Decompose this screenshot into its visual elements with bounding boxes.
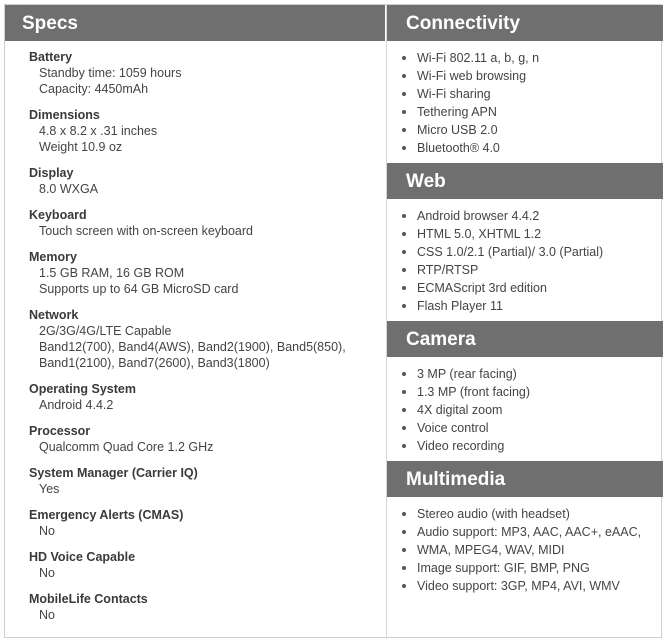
spec-value: Yes (39, 482, 60, 496)
specs-column (5, 5, 385, 637)
spec-value: 8.0 WXGA (39, 182, 99, 196)
spec-label: HD Voice Capable (29, 550, 136, 564)
spec-value: Capacity: 4450mAh (39, 82, 149, 96)
list-item: Audio support: MP3, AAC, AAC+, eAAC, (399, 523, 663, 541)
list-item: 1.3 MP (front facing) (399, 383, 663, 401)
list-item: Micro USB 2.0 (399, 121, 663, 139)
spec-label: Network (29, 308, 79, 322)
web-section (387, 163, 663, 321)
specs-header: Specs (5, 5, 385, 41)
spec-item (29, 549, 385, 581)
web-list (387, 199, 663, 321)
spec-label: Emergency Alerts (CMAS) (29, 508, 184, 522)
list-item: Wi-Fi web browsing (399, 67, 663, 85)
list-item: Flash Player 11 (399, 297, 663, 315)
spec-item (29, 507, 385, 539)
list-item: CSS 1.0/2.1 (Partial)/ 3.0 (Partial) (399, 243, 663, 261)
list-item: Android browser 4.4.2 (399, 207, 663, 225)
camera-section (387, 321, 663, 461)
multimedia-header: Multimedia (387, 461, 663, 497)
spec-value: Band12(700), Band4(AWS), Band2(1900), Band5(850), (39, 340, 346, 354)
spec-item (29, 249, 385, 297)
spec-sheet (4, 4, 662, 638)
multimedia-list (387, 497, 663, 601)
spec-item (29, 307, 385, 371)
connectivity-header: Connectivity (387, 5, 663, 41)
camera-header: Camera (387, 321, 663, 357)
spec-item (29, 207, 385, 239)
spec-value: Supports up to 64 GB MicroSD card (39, 282, 239, 296)
features-column (386, 5, 663, 637)
spec-value: Android 4.4.2 (39, 398, 114, 412)
spec-label: Operating System (29, 382, 136, 396)
connectivity-section (387, 5, 663, 163)
spec-value: No (39, 524, 55, 538)
spec-label: Keyboard (29, 208, 87, 222)
list-item: 3 MP (rear facing) (399, 365, 663, 383)
list-item: HTML 5.0, XHTML 1.2 (399, 225, 663, 243)
spec-value: Band1(2100), Band7(2600), Band3(1800) (39, 356, 270, 370)
spec-label: Dimensions (29, 108, 100, 122)
list-item: 4X digital zoom (399, 401, 663, 419)
spec-label: Battery (29, 50, 73, 64)
spec-item (29, 49, 385, 97)
spec-value: 1.5 GB RAM, 16 GB ROM (39, 266, 185, 280)
list-item: Bluetooth® 4.0 (399, 139, 663, 157)
spec-item (29, 381, 385, 413)
list-item: Image support: GIF, BMP, PNG (399, 559, 663, 577)
list-item: ECMAScript 3rd edition (399, 279, 663, 297)
spec-label: MobileLife Contacts (29, 592, 148, 606)
spec-item (29, 165, 385, 197)
spec-item (29, 465, 385, 497)
spec-value: Weight 10.9 oz (39, 140, 123, 154)
spec-value: Qualcomm Quad Core 1.2 GHz (39, 440, 214, 454)
spec-value: 4.8 x 8.2 x .31 inches (39, 124, 158, 138)
spec-value: No (39, 566, 55, 580)
spec-value: Standby time: 1059 hours (39, 66, 182, 80)
list-item: Voice control (399, 419, 663, 437)
list-item: Stereo audio (with headset) (399, 505, 663, 523)
spec-item (29, 591, 385, 623)
list-item: Video support: 3GP, MP4, AVI, WMV (399, 577, 663, 595)
web-header: Web (387, 163, 663, 199)
spec-label: Processor (29, 424, 91, 438)
spec-value: 2G/3G/4G/LTE Capable (39, 324, 172, 338)
multimedia-section (387, 461, 663, 601)
spec-label: System Manager (Carrier IQ) (29, 466, 198, 480)
spec-value: Touch screen with on-screen keyboard (39, 224, 254, 238)
list-item: Video recording (399, 437, 663, 455)
list-item: Tethering APN (399, 103, 663, 121)
spec-label: Memory (29, 250, 77, 264)
spec-label: Display (29, 166, 74, 180)
list-item: Wi-Fi sharing (399, 85, 663, 103)
list-item: WMA, MPEG4, WAV, MIDI (399, 541, 663, 559)
list-item: Wi-Fi 802.11 a, b, g, n (399, 49, 663, 67)
connectivity-list (387, 41, 663, 163)
spec-item (29, 107, 385, 155)
spec-value: No (39, 608, 55, 622)
spec-item (29, 423, 385, 455)
camera-list (387, 357, 663, 461)
list-item: RTP/RTSP (399, 261, 663, 279)
specs-list (5, 41, 385, 623)
